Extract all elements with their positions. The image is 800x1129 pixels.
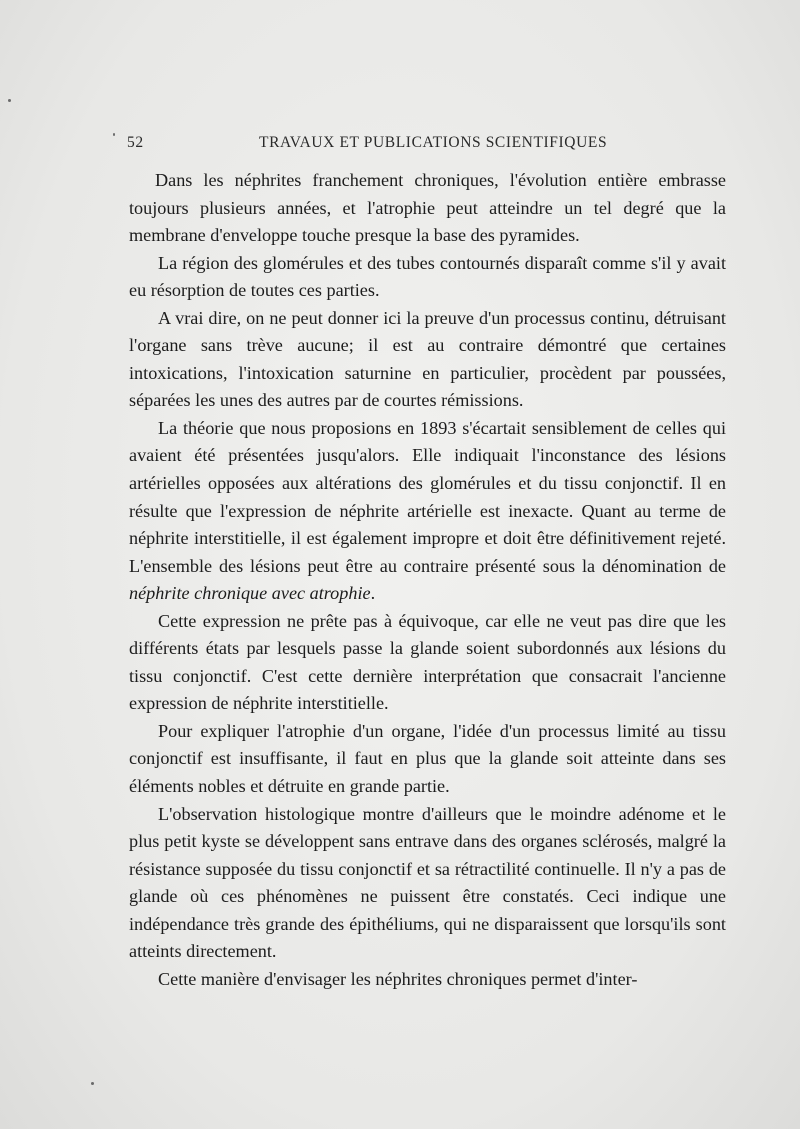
paragraph xyxy=(129,415,726,608)
body-text xyxy=(129,167,726,993)
scan-speck xyxy=(8,99,11,102)
paragraph-text: . xyxy=(370,583,376,604)
italic-term: néphrite chronique avec atrophie xyxy=(129,583,371,604)
paragraph: Cette expression ne prête pas à équivoque, car elle ne veut pas dire que les différents états par lesquels passe la glande soient subordonnés aux lésions du tissu conjonctif. C'est cette dernière interprétation que consacrait l'ancienne expression de néphrite interstitielle. xyxy=(129,610,726,714)
paragraph-text: La théorie que nous proposions en 1893 s'écartait sensiblement de celles qui avaient été présentées jusqu'alors. Elle indiquait l'inconstance des lésions artérielles opposées aux altérations des glomérules et du tissu conjonctif. Il en résulte que l'expression de néphrite artérielle est inexacte. Quant au terme de néphrite interstitielle, il est également impropre et doit être définitivement rejeté. L'ensemble des lésions peut être au contraire présenté sous la dénomination de xyxy=(129,417,726,576)
paragraph: La région des glomérules et des tubes contournés disparaît comme s'il y avait eu résorption de toutes ces parties. xyxy=(129,252,726,301)
paragraph: A vrai dire, on ne peut donner ici la preuve d'un processus continu, détruisant l'organe sans trève aucune; il est au contraire démontré que certaines intoxications, l'intoxication saturnine en particulier, procèdent par poussées, séparées les unes des autres par de courtes rémissions. xyxy=(129,307,726,411)
scan-speck xyxy=(113,133,115,136)
paragraph: L'observation histologique montre d'ailleurs que le moindre adénome et le plus petit kyste se développent sans entrave dans des organes sclérosés, malgré la résistance supposée du tissu conjonctif et sa rétractilité continuelle. Il n'y a pas de glande où ces phénomènes ne puissent être constatés. Ceci indique une indépendance très grande des épithéliums, qui ne disparaissent que lorsqu'ils sont atteints directement. xyxy=(129,803,726,962)
paragraph: Cette manière d'envisager les néphrites chroniques permet d'inter- xyxy=(158,968,638,989)
page-header xyxy=(127,134,725,158)
paragraph: Pour expliquer l'atrophie d'un organe, l'idée d'un processus limité au tissu conjonctif est insuffisante, il faut en plus que la glande soit atteinte dans ses éléments nobles et détruite en grande partie. xyxy=(129,720,726,797)
paragraph: Dans les néphrites franchement chroniques, l'évolution entière embrasse toujours plusieurs années, et l'atrophie peut atteindre un tel degré que la membrane d'enveloppe touche presque la base des pyramides. xyxy=(129,170,726,246)
running-title: TRAVAUX ET PUBLICATIONS SCIENTIFIQUES xyxy=(259,134,608,151)
scan-speck xyxy=(91,1082,94,1085)
page-number: 52 xyxy=(127,134,144,151)
